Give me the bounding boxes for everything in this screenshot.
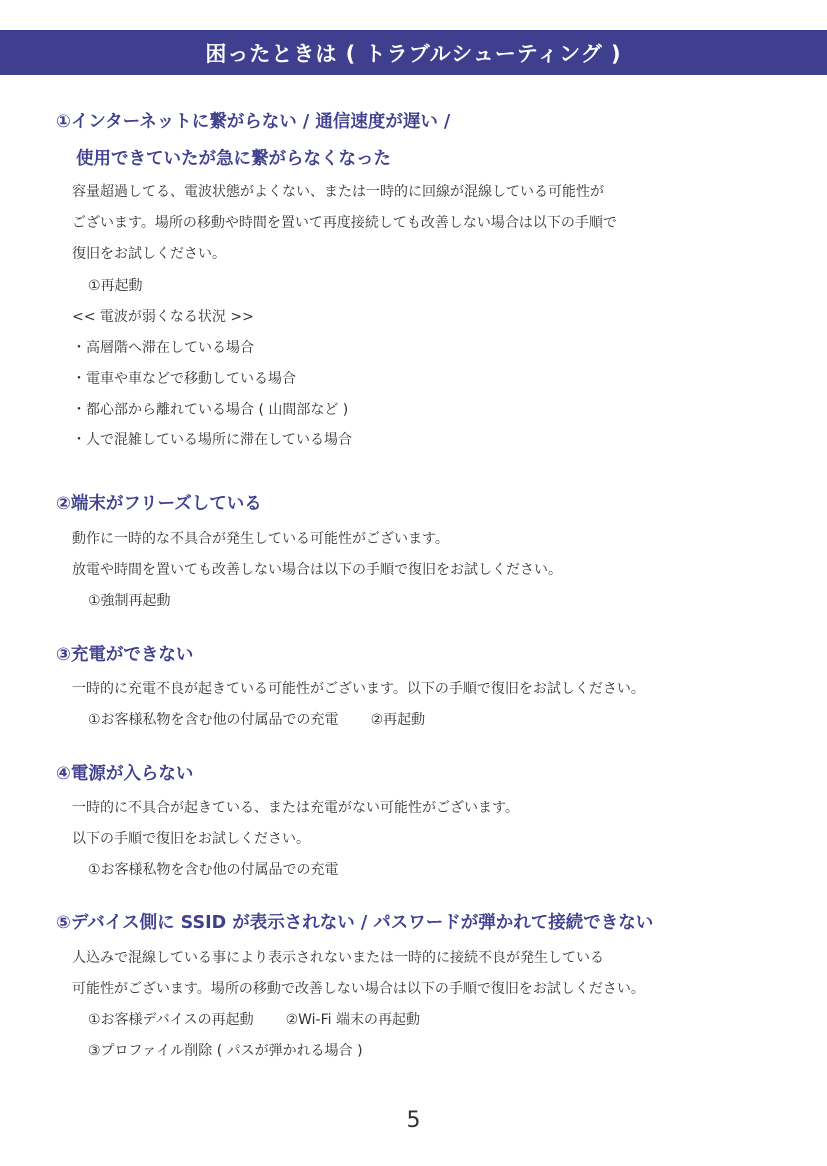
section-4-body-line: 以下の手順で復旧をお試しください。 xyxy=(72,831,310,847)
page-header-bar xyxy=(0,30,827,75)
section-1-step: ①再起動 xyxy=(88,278,143,294)
section-5-step: ②Wi-Fi 端末の再起動 xyxy=(285,1012,420,1028)
section-3-body-line: 一時的に充電不良が起きている可能性がございます。以下の手順で復旧をお試しください。 xyxy=(72,681,645,697)
section-3-step: ②再起動 xyxy=(370,712,426,728)
section-5-steps xyxy=(88,1009,420,1029)
section-1-subheading: << 電波が弱くなる状況 >> xyxy=(72,309,254,325)
section-4-heading: ④電源が入らない xyxy=(56,764,194,784)
section-5-body-line: 人込みで混線している事により表示されないまたは一時的に接続不良が発生している xyxy=(72,950,604,966)
section-1-body-line: ございます。場所の移動や時間を置いて再度接続しても改善しない場合は以下の手順で xyxy=(72,215,617,231)
section-2-body-line: 動作に一時的な不具合が発生している可能性がございます。 xyxy=(72,531,449,547)
section-1-heading-continued: 使用できていたが急に繋がらなくなった xyxy=(76,149,391,169)
section-4-body-line: 一時的に不具合が起きている、または充電がない可能性がございます。 xyxy=(72,800,519,816)
section-1-bullet: ・都心部から離れている場合 ( 山間部など ) xyxy=(72,402,349,418)
section-1-bullet: ・高層階へ滞在している場合 xyxy=(72,340,254,356)
section-5-step: ①お客様デバイスの再起動 xyxy=(88,1012,254,1028)
section-3-step: ①お客様私物を含む他の付属品での充電 xyxy=(88,712,339,728)
section-1-body-line: 復旧をお試しください。 xyxy=(72,246,226,262)
section-1-heading: ①インターネットに繋がらない / 通信速度が遅い / xyxy=(56,112,451,132)
section-2-body-line: 放電や時間を置いても改善しない場合は以下の手順で復旧をお試しください。 xyxy=(72,562,562,578)
section-4-step: ①お客様私物を含む他の付属品での充電 xyxy=(88,862,339,878)
section-1-body-line: 容量超過してる、電波状態がよくない、または一時的に回線が混線している可能性が xyxy=(72,184,604,200)
section-2-heading: ②端末がフリーズしている xyxy=(56,494,262,514)
section-3-steps xyxy=(88,709,425,729)
page-title: 困ったときは ( トラブルシューティング ) xyxy=(205,41,622,66)
section-5-heading: ⑤デバイス側に SSID が表示されない / パスワードが弾かれて接続できない xyxy=(56,913,654,933)
section-1-bullet: ・電車や車などで移動している場合 xyxy=(72,371,296,387)
section-3-heading: ③充電ができない xyxy=(56,645,194,665)
section-2-step: ①強制再起動 xyxy=(88,593,171,609)
section-1-bullet: ・人で混雑している場所に滞在している場合 xyxy=(72,432,352,448)
section-5-body-line: 可能性がございます。場所の移動で改善しない場合は以下の手順で復旧をお試しください。 xyxy=(72,981,645,997)
page-number: 5 xyxy=(406,1108,421,1133)
section-5-step: ③プロファイル削除 ( パスが弾かれる場合 ) xyxy=(88,1043,363,1059)
